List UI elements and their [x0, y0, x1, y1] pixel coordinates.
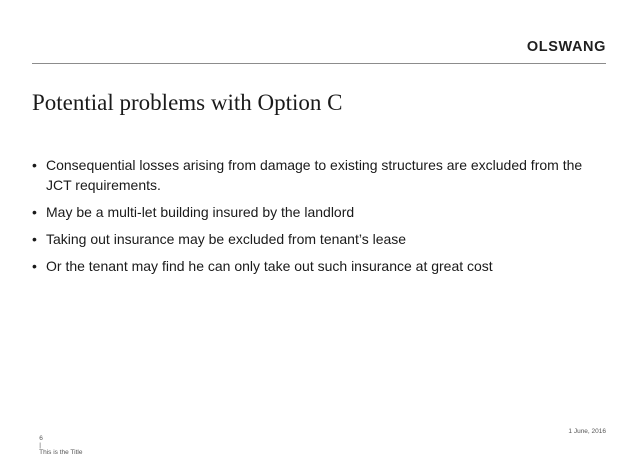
bullet-item [32, 155, 602, 195]
bullet-text: Or the tenant may find he can only take out such insurance at great cost [46, 258, 493, 274]
bullet-marker: • [32, 157, 37, 173]
page-number: 6 [39, 435, 43, 442]
footer-date: 1 June, 2016 [568, 428, 606, 435]
header-divider [32, 63, 606, 64]
slide-title: Potential problems with Option C [32, 90, 343, 115]
footer-left [32, 428, 88, 463]
bullet-marker: • [32, 231, 37, 247]
bullet-text: Consequential losses arising from damage to existing structures are excluded from the JCT requirements. [46, 157, 583, 193]
bullet-marker: • [32, 258, 37, 274]
footer-doc-title: This is the Title [39, 449, 83, 456]
bullet-text: May be a multi-let building insured by the landlord [46, 204, 355, 220]
olswang-logo: OLSWANG [526, 39, 606, 55]
bullet-item [32, 256, 602, 276]
bullet-text: Taking out insurance may be excluded from tenant’s lease [46, 231, 407, 247]
bullet-item [32, 229, 602, 249]
bullet-marker: • [32, 204, 37, 220]
footer-separator: | [39, 442, 41, 449]
bullet-item [32, 202, 602, 222]
bullet-list [32, 155, 602, 283]
